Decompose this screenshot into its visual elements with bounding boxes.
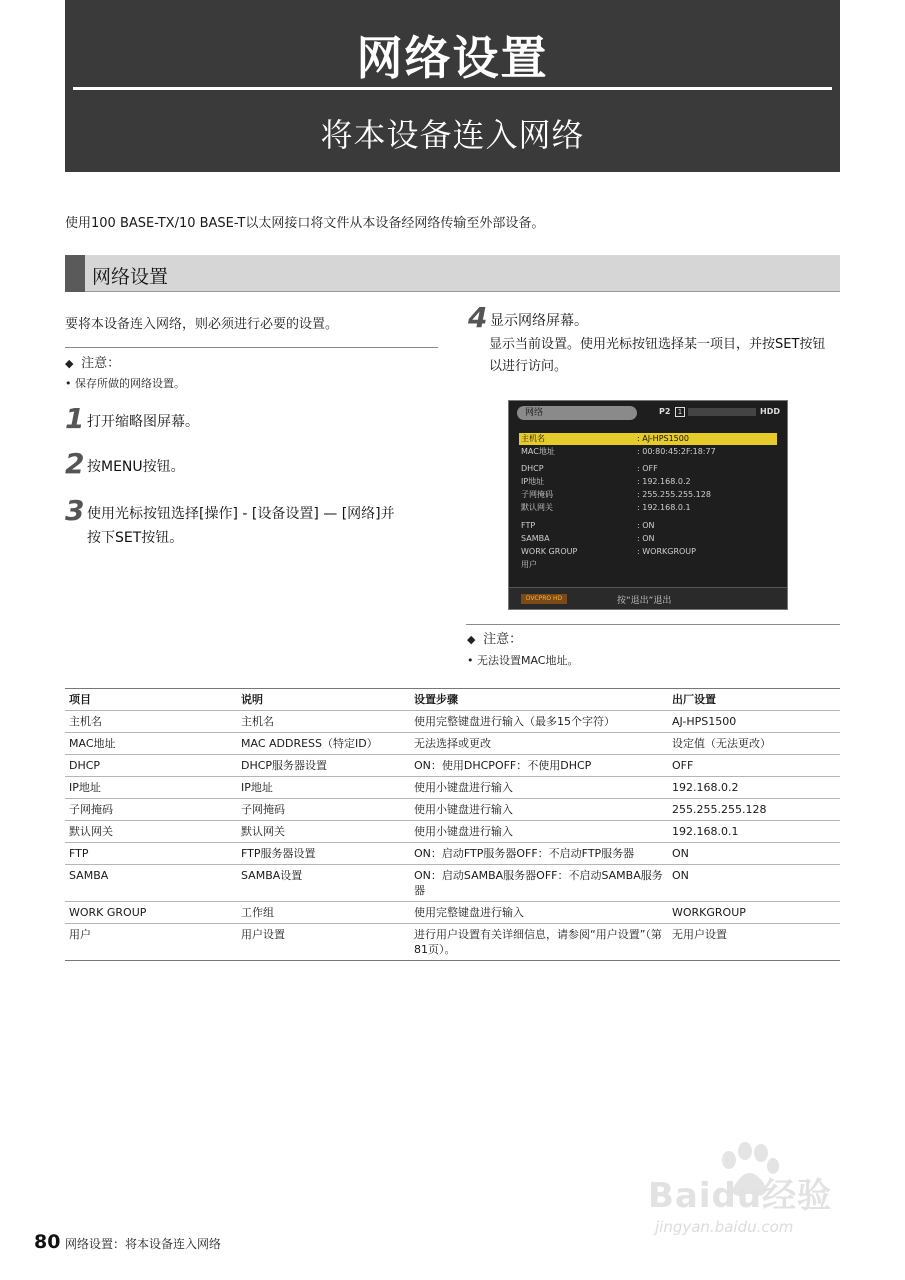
table-cell: DHCP bbox=[65, 755, 237, 777]
table-cell: 用户 bbox=[65, 924, 237, 961]
step-description: 以进行访问。 bbox=[489, 359, 568, 374]
table-row bbox=[65, 799, 840, 821]
table-row bbox=[65, 733, 840, 755]
table-row bbox=[65, 865, 840, 902]
step-text: 按MENU按钮。 bbox=[87, 459, 185, 475]
table-cell: WORK GROUP bbox=[65, 902, 237, 924]
screen-footer bbox=[509, 587, 787, 609]
table-row bbox=[65, 777, 840, 799]
table-cell: 主机名 bbox=[65, 711, 237, 733]
screen-row: SAMBA : ON bbox=[521, 534, 655, 543]
dvcpro-logo: DVCPRO HD bbox=[521, 594, 567, 604]
step-number: 1 bbox=[65, 402, 85, 435]
table-row bbox=[65, 924, 840, 961]
table-cell: 使用小键盘进行输入 bbox=[410, 777, 668, 799]
table-cell: 192.168.0.1 bbox=[668, 821, 840, 843]
screen-row: 主机名 : AJ-HPS1500 bbox=[519, 433, 777, 445]
header-divider bbox=[73, 87, 832, 90]
table-cell: IP地址 bbox=[237, 777, 410, 799]
diamond-icon: ◆ bbox=[65, 357, 74, 370]
footer-text: 网络设置：将本设备连入网络 bbox=[65, 1237, 222, 1251]
table-cell: 使用完整键盘进行输入 bbox=[410, 902, 668, 924]
table-cell: 默认网关 bbox=[237, 821, 410, 843]
capacity-bar bbox=[688, 408, 756, 416]
watermark-text: Baidu经验 bbox=[648, 1176, 833, 1216]
screen-hint: 按“退出”退出 bbox=[617, 596, 672, 606]
section-title: 网络设置 bbox=[92, 266, 169, 288]
step-description: 显示当前设置。使用光标按钮选择某一项目，并按SET按钮 bbox=[489, 337, 826, 352]
watermark-url: jingyan.baidu.com bbox=[655, 1218, 794, 1236]
table-cell: DHCP服务器设置 bbox=[237, 755, 410, 777]
table-cell: 用户设置 bbox=[237, 924, 410, 961]
table-cell: 255.255.255.128 bbox=[668, 799, 840, 821]
screen-row: 默认网关 : 192.168.0.1 bbox=[521, 503, 691, 512]
table-row bbox=[65, 711, 840, 733]
table-cell: ON：启动FTP服务器OFF：不启动FTP服务器 bbox=[410, 843, 668, 865]
note-heading-label: 注意： bbox=[81, 356, 121, 371]
table-cell: 子网掩码 bbox=[237, 799, 410, 821]
table-cell: 无法选择或更改 bbox=[410, 733, 668, 755]
table-cell: 192.168.0.2 bbox=[668, 777, 840, 799]
page-title: 网络设置 bbox=[356, 31, 549, 85]
slot-indicator: 1 bbox=[675, 407, 685, 417]
table-cell: FTP服务器设置 bbox=[237, 843, 410, 865]
network-screen-image bbox=[508, 400, 788, 610]
page-header bbox=[65, 0, 840, 172]
section-marker bbox=[65, 255, 85, 292]
note-heading bbox=[467, 628, 522, 647]
table-row bbox=[65, 902, 840, 924]
table-cell: 设定值（无法更改） bbox=[668, 733, 840, 755]
table-cell: IP地址 bbox=[65, 777, 237, 799]
column-header: 设置步骤 bbox=[410, 689, 668, 711]
table-cell: 工作组 bbox=[237, 902, 410, 924]
table-cell: MAC ADDRESS（特定ID） bbox=[237, 733, 410, 755]
lead-text: 要将本设备连入网络，则必须进行必要的设置。 bbox=[65, 317, 339, 332]
intro-text: 使用100 BASE-TX/10 BASE-T以太网接口将文件从本设备经网络传输至外部设备。 bbox=[65, 216, 545, 231]
column-header: 出厂设置 bbox=[668, 689, 840, 711]
table-cell: SAMBA bbox=[65, 865, 237, 902]
table-cell: ON bbox=[668, 843, 840, 865]
table-cell: AJ-HPS1500 bbox=[668, 711, 840, 733]
note-divider bbox=[65, 347, 438, 348]
table-cell: ON bbox=[668, 865, 840, 902]
table-header-row bbox=[65, 689, 840, 711]
table-row bbox=[65, 755, 840, 777]
table-row bbox=[65, 821, 840, 843]
step-text: 使用光标按钮选择[操作] - [设备设置] — [网络]并 bbox=[87, 506, 395, 522]
screen-row: WORK GROUP : WORKGROUP bbox=[521, 547, 696, 556]
table-cell: 使用完整键盘进行输入（最多15个字符） bbox=[410, 711, 668, 733]
step-text: 按下SET按钮。 bbox=[87, 530, 184, 546]
note-heading-label: 注意： bbox=[483, 632, 523, 647]
table-cell: 使用小键盘进行输入 bbox=[410, 799, 668, 821]
step-number: 4 bbox=[468, 301, 488, 334]
page-number: 80 bbox=[34, 1231, 61, 1253]
step-number: 3 bbox=[65, 494, 85, 527]
table-cell: 进行用户设置有关详细信息，请参阅“用户设置”（第81页）。 bbox=[410, 924, 668, 961]
table-cell: SAMBA设置 bbox=[237, 865, 410, 902]
table-cell: 使用小键盘进行输入 bbox=[410, 821, 668, 843]
screen-tab: 网络 bbox=[517, 406, 637, 420]
screen-row: IP地址 : 192.168.0.2 bbox=[521, 477, 691, 486]
table-cell: 主机名 bbox=[237, 711, 410, 733]
section-header bbox=[65, 255, 840, 292]
step-number: 2 bbox=[65, 447, 85, 480]
hdd-label: HDD bbox=[760, 407, 780, 416]
table-cell: OFF bbox=[668, 755, 840, 777]
table-cell: WORKGROUP bbox=[668, 902, 840, 924]
column-header: 项目 bbox=[65, 689, 237, 711]
table-cell: 默认网关 bbox=[65, 821, 237, 843]
table-cell: 无用户设置 bbox=[668, 924, 840, 961]
p2-label: P2 bbox=[659, 407, 671, 416]
screen-row: 用户 bbox=[521, 560, 537, 569]
page-subtitle: 将本设备连入网络 bbox=[320, 116, 585, 154]
note-text: • 保存所做的网络设置。 bbox=[65, 377, 185, 390]
table-cell: 子网掩码 bbox=[65, 799, 237, 821]
table-cell: ON：启动SAMBA服务器OFF：不启动SAMBA服务器 bbox=[410, 865, 668, 902]
settings-table bbox=[65, 688, 840, 961]
note-text: • 无法设置MAC地址。 bbox=[467, 654, 579, 667]
step-text: 显示网络屏幕。 bbox=[490, 313, 588, 329]
screen-row: FTP : ON bbox=[521, 521, 655, 530]
table-cell: MAC地址 bbox=[65, 733, 237, 755]
screen-row: MAC地址 : 00:80:45:2F:18:77 bbox=[521, 447, 716, 456]
screen-row: DHCP : OFF bbox=[521, 464, 658, 473]
table-cell: ON：使用DHCPOFF：不使用DHCP bbox=[410, 755, 668, 777]
note-heading bbox=[65, 352, 120, 371]
column-header: 说明 bbox=[237, 689, 410, 711]
table-cell: FTP bbox=[65, 843, 237, 865]
note-divider bbox=[466, 624, 840, 625]
step-text: 打开缩略图屏幕。 bbox=[87, 414, 199, 430]
screen-row: 子网掩码 : 255.255.255.128 bbox=[521, 490, 711, 499]
diamond-icon: ◆ bbox=[467, 633, 476, 646]
table-row bbox=[65, 843, 840, 865]
